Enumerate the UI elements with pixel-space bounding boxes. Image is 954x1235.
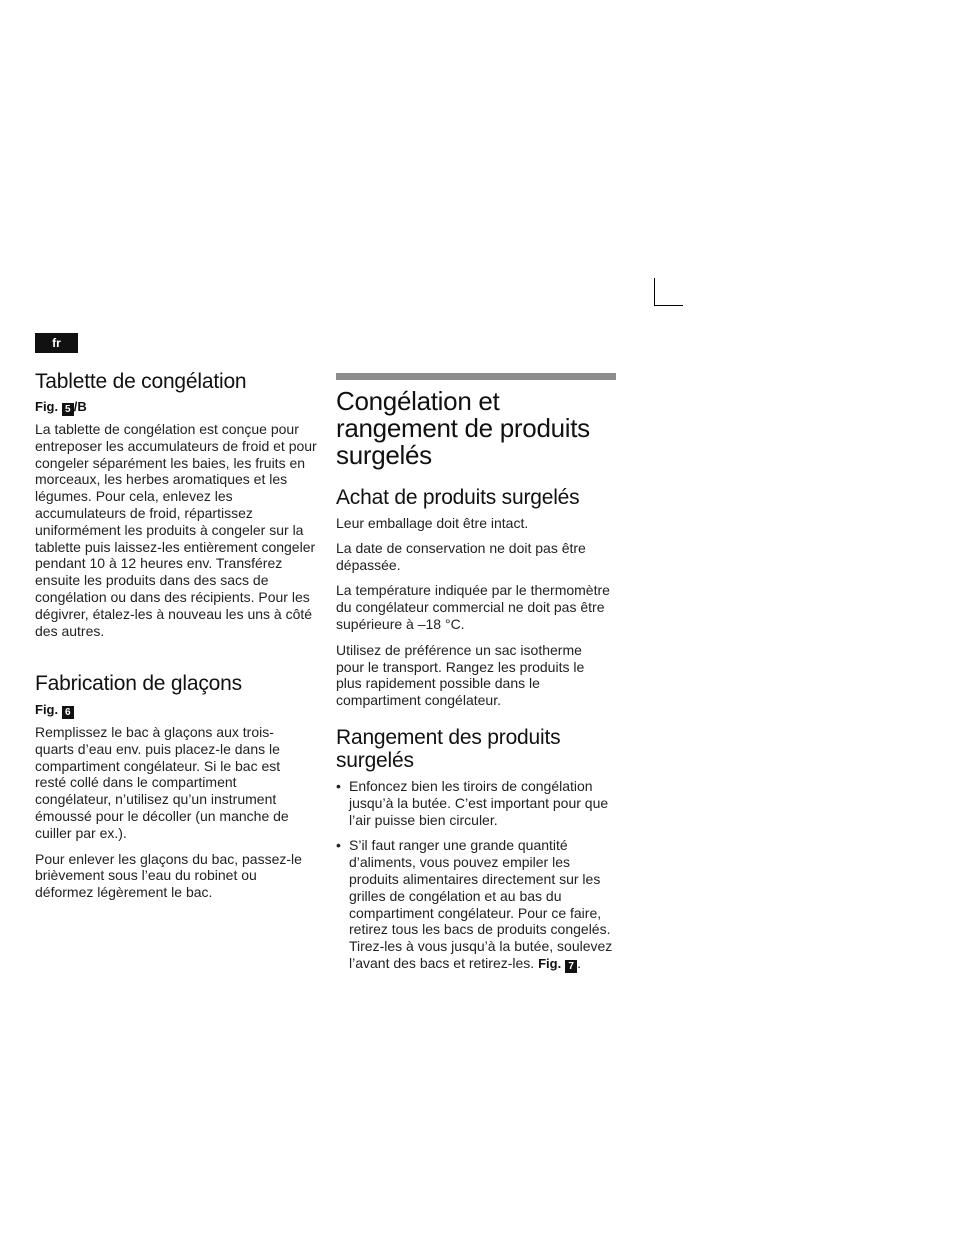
fig-number-badge: 7 xyxy=(565,960,577,973)
fig-prefix: Fig. xyxy=(35,702,59,717)
language-badge: fr xyxy=(35,333,78,353)
section-title-achat: Achat de produits surgelés xyxy=(336,486,580,509)
fig-prefix: Fig. xyxy=(35,399,59,414)
section-title-tablette: Tablette de congélation xyxy=(35,370,247,393)
section-rangement xyxy=(336,726,621,973)
body-text: Leur emballage doit être intact. xyxy=(336,515,529,531)
fig-number-badge: 6 xyxy=(62,706,74,719)
body-text: La température indiquée par le thermomètre du congélateur commercial ne doit pas être supérieure à –18 °C. xyxy=(336,582,610,632)
list-item-end: . xyxy=(577,954,581,971)
section-achat xyxy=(336,486,621,709)
figure-reference xyxy=(35,702,320,719)
body-text: Utilisez de préférence un sac isotherme pour le transport. Rangez les produits le plus rapidement possible dans le compartiment congélateur. xyxy=(336,641,585,709)
list-item-text: S’il faut ranger une grande quantité d’aliments, vous pouvez empiler les produits alimentaires directement sur les grilles de congélation et au bas du compartiment congélateur. Pour ce faire, retirez tous les bacs de produits congelés. Tirez-les à vous jusqu’à la butée, soulevez l’avant des bacs et retirez-les. xyxy=(349,837,613,971)
section-title-glacons: Fabrication de glaçons xyxy=(35,672,242,695)
section-rule-bar xyxy=(336,373,616,380)
fig-suffix: /B xyxy=(73,399,87,414)
fig-number-badge: 5 xyxy=(62,403,74,416)
figure-reference xyxy=(35,399,320,416)
section-glacons xyxy=(35,672,320,901)
bullet-list xyxy=(336,778,621,973)
crop-mark-horizontal xyxy=(654,305,683,306)
body-text: La tablette de congélation est conçue pour entreposer les accumulateurs de froid et pour congeler séparément les baies, les fruits en morceaux, les herbes aromatiques et les légumes. Pour cela, enlevez les accumulateurs de froid, répartissez uniformément les produits à congeler sur la tablette puis laissez-les entièrement congeler pendant 10 à 12 heures env. Transférez ensuite les produits dans des sacs de congélation ou dans des récipients. Pour les dégivrer, étalez-les à nouveau les uns à côté des autres. xyxy=(35,421,317,639)
crop-mark-vertical xyxy=(654,278,655,306)
main-section xyxy=(336,388,621,469)
body-text: Remplissez le bac à glaçons aux trois-quarts d’eau env. puis placez-le dans le compartiment congélateur. Si le bac est resté collé dans le compartiment congélateur, n’utilisez qu’un instrument émoussé pour le décoller (un manche de cuiller par ex.). xyxy=(35,724,289,841)
body-text: Pour enlever les glaçons du bac, passez-le brièvement sous l’eau du robinet ou déformez légèrement le bac. xyxy=(35,850,302,901)
section-title-rangement: Rangement des produits surgelés xyxy=(336,726,561,772)
section-tablette xyxy=(35,370,320,639)
list-item xyxy=(336,837,621,973)
main-title: Congélation et rangement de produits surgelés xyxy=(336,386,590,470)
fig-prefix: Fig. xyxy=(538,955,562,971)
list-item: • Enfoncez bien les tiroirs de congélation jusqu’à la butée. C’est important pour que l’air puisse bien circuler. xyxy=(336,778,621,828)
body-text: La date de conservation ne doit pas être dépassée. xyxy=(336,539,586,573)
